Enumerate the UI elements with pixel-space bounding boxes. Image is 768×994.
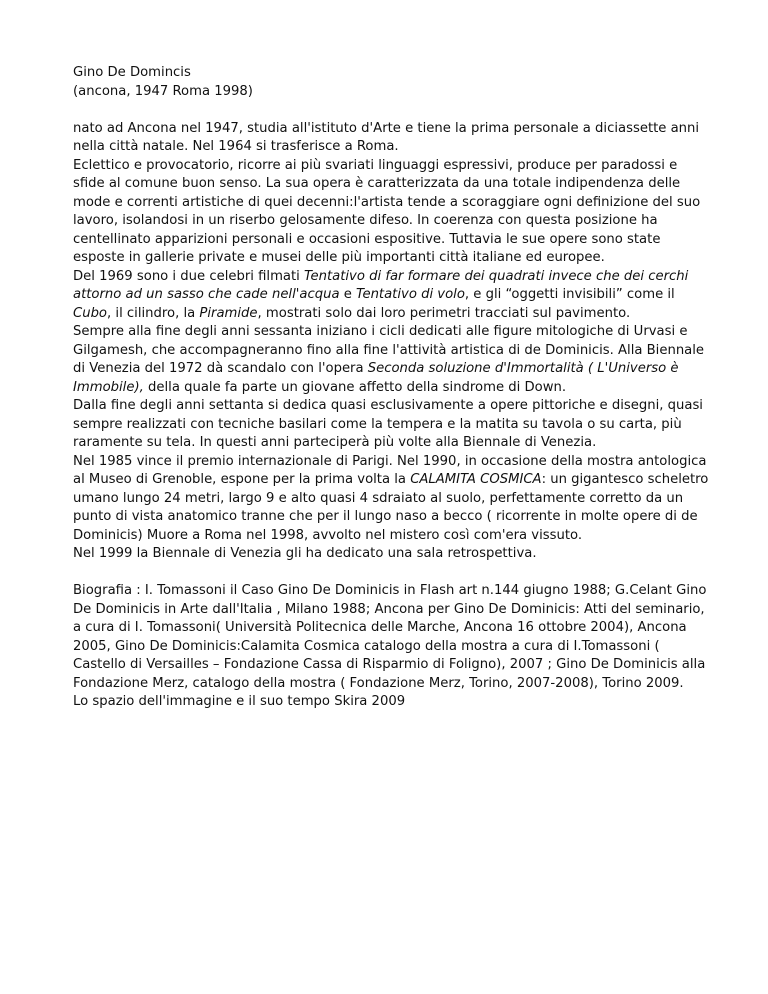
work-title-cubo: Cubo <box>73 305 108 321</box>
text-run: Sempre alla fine degli anni sessanta iniziano i cicli dedicati alle figure mitologiche di Urvasi e Gilgamesh, che accompagneranno fino alla fine l'attività artistica di de Dominicis. Alla Biennale di Venezia del 1972 dà scandalo con l'opera <box>73 324 705 376</box>
text-run: e <box>339 287 357 302</box>
work-title-seconda-soluzione: Seconda soluzione d'Immortalità ( L'Universo è Immobile), <box>73 361 679 395</box>
text-run: , mostrati solo dai loro perimetri tracciati sul pavimento. <box>257 305 631 321</box>
bibliography-last: Lo spazio dell'immagine e il suo tempo Skira 2009 <box>73 694 406 709</box>
text-run: Del 1969 sono i due celebri filmati <box>73 268 305 284</box>
bio-paragraph-7: Nel 1999 la Biennale di Venezia gli ha dedicato una sala retrospettiva. <box>73 546 537 561</box>
text-run: , il cilindro, la <box>107 305 200 321</box>
spacer <box>73 564 713 583</box>
bibliography-text: Biografia : I. Tomassoni il Caso Gino De Dominicis in Flash art n.144 giugno 1988; G.Celant Gino De Dominicis in Arte dall'Italia , Milano 1988; Ancona per Gino De Dominicis: Atti del seminario, a cura di I. Tomassoni( Università Politecnica delle Marche, Ancona 16 ottobre 2004), Ancona 2005, Gino De Dominicis:Calamita Cosmica catalogo della mostra a cura di I.Tomassoni ( Castello di Versailles – Fondazione Cassa di Risparmio di Foligno), 2007 ; Gino De Dominicis alla Fondazione Merz, catalogo della mostra ( Fondazione Merz, Torino, 2007-2008), Torino 2009. <box>73 583 707 691</box>
artist-name: Gino De Domincis <box>73 65 191 80</box>
bio-paragraph-6 <box>73 453 713 546</box>
text-run: : un gigantesco scheletro umano lungo 24 metri, largo 9 e alto quasi 4 sdraiato al suolo, perfettamente corretto da un punto di vista anatomico tranne che per il lungo naso a becco ( ricorrente in molte opere di de Dominicis) Muore a Roma nel 1998, avvolto nel mistero così com'era vissuto. <box>73 472 709 543</box>
work-title-tentativo-quadrati: Tentativo di far formare dei quadrati invece che dei cerchi attorno ad un sasso che cade nell'acqua <box>73 268 689 302</box>
bio-paragraph-3 <box>73 268 713 324</box>
bio-paragraph-1: nato ad Ancona nel 1947, studia all'istituto d'Arte e tiene la prima personale a diciassette anni nella città natale. Nel 1964 si trasferisce a Roma. <box>73 120 700 154</box>
work-title-tentativo-volo: Tentativo di volo <box>356 287 465 302</box>
artist-dates: (ancona, 1947 Roma 1998) <box>73 83 253 99</box>
bio-paragraph-2: Eclettico e provocatorio, ricorre ai più svariati linguaggi espressivi, produce per paradossi e sfide al comune buon senso. La sua opera è caratterizzata da una totale indipendenza delle mode e correnti artistiche di quei decenni:l'artista tende a scoraggiare ogni definizione del suo lavoro, isolandosi in un riserbo gelosamente difeso. In coerenza con questa posizione ha centellinato apparizioni personali e occasioni espositive. Tuttavia le sue opere sono state esposte in gallerie private e musei delle più importanti città italiane ed europee. <box>73 157 701 265</box>
bio-paragraph-4 <box>73 323 713 397</box>
spacer <box>73 101 713 120</box>
work-title-piramide: Piramide <box>199 305 258 321</box>
bio-paragraph-5: Dalla fine degli anni settanta si dedica quasi esclusivamente a opere pittoriche e disegni, quasi sempre realizzati con tecniche basilari come la tempera e la matita su tavola o su carta, più raramente su tela. In questi anni parteciperà più volte alla Biennale di Venezia. <box>73 398 703 450</box>
text-run: della quale fa parte un giovane affetto della sindrome di Down. <box>143 379 567 395</box>
work-title-calamita-cosmica: CALAMITA COSMICA <box>410 472 542 487</box>
text-run: Nel 1985 vince il premio internazionale di Parigi. Nel 1990, in occasione della mostra antologica al Museo di Grenoble, espone per la prima volta la <box>73 453 707 487</box>
text-run: , e gli “oggetti invisibili” come il <box>464 287 675 302</box>
document-page <box>73 64 713 712</box>
